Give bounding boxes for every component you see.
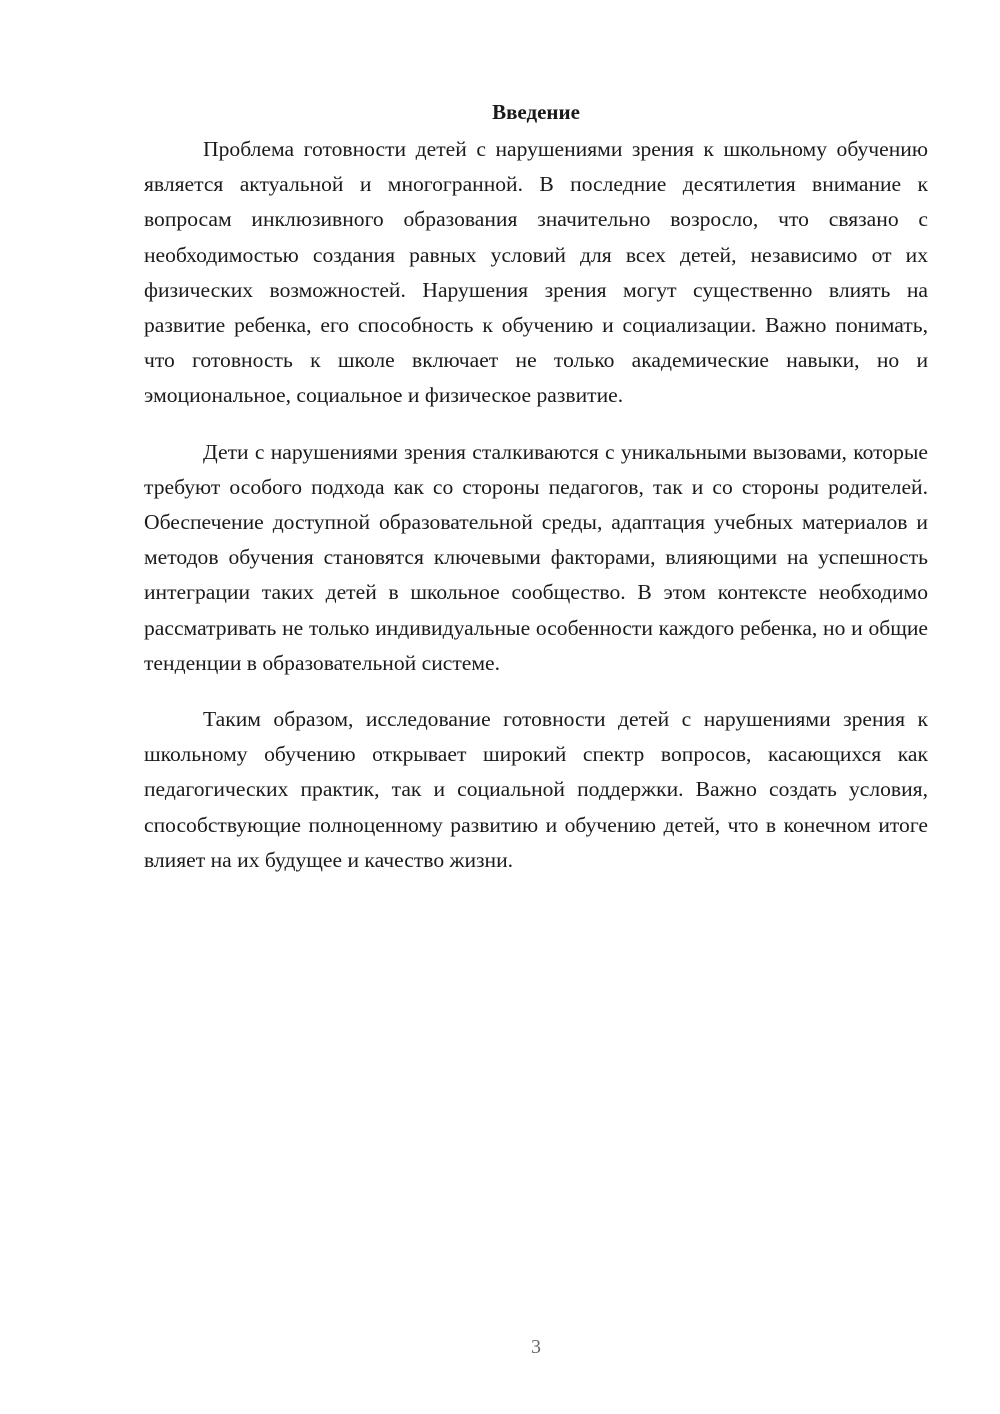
page-number: 3	[531, 1336, 541, 1358]
paragraph-1: Проблема готовности детей с нарушениями зрения к школьному обучению является актуальной и многогранной. В последние десятилетия внимание к вопросам инклюзивного образования значительно возросло, что связано с необходимостью создания равных условий для всех детей, независимо от их физических возможностей. Нарушения зрения могут существенно влиять на развитие ребенка, его способность к обучению и социализации. Важно понимать, что готовность к школе включает не только академические навыки, но и эмоциональное, социальное и физическое развитие.	[144, 137, 928, 408]
section-title: Введение	[492, 100, 580, 124]
page-content	[144, 95, 928, 899]
paragraph-3: Таким образом, исследование готовности детей с нарушениями зрения к школьному обучению открывает широкий спектр вопросов, касающихся как педагогических практик, так и социальной поддержки. Важно создать условия, способствующие полноценному развитию и обучению детей, что в конечном итоге влияет на их будущее и качество жизни.	[144, 707, 928, 872]
paragraph-2: Дети с нарушениями зрения сталкиваются с уникальными вызовами, которые требуют особого подхода как со стороны педагогов, так и со стороны родителей. Обеспечение доступной образовательной среды, адаптация учебных материалов и методов обучения становятся ключевыми факторами, влияющими на успешность интеграции таких детей в школьное сообщество. В этом контексте необходимо рассматривать не только индивидуальные особенности каждого ребенка, но и общие тенденции в образовательной системе.	[144, 439, 928, 675]
